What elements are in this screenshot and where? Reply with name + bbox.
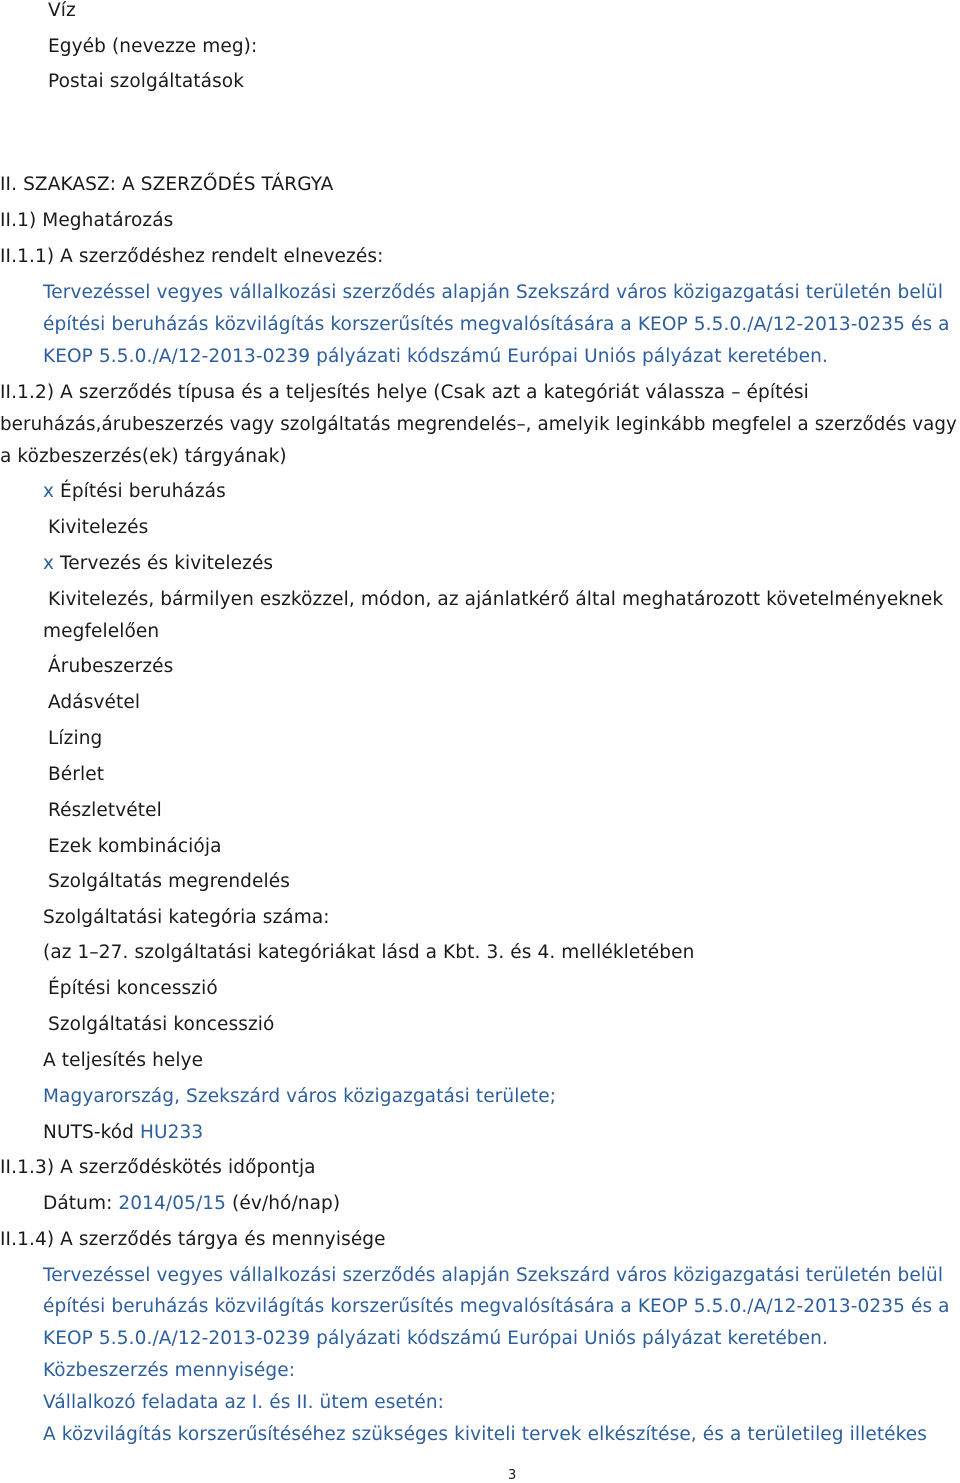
option-works-concession: Építési koncesszió bbox=[48, 978, 218, 999]
date-value: 2014/05/15 bbox=[118, 1193, 227, 1214]
checked-mark-icon: x bbox=[43, 553, 55, 574]
contract-date-heading: II.1.3) A szerződéskötés időpontja bbox=[0, 1157, 316, 1178]
checked-mark-icon: x bbox=[43, 481, 55, 502]
option-label: Tervezés és kivitelezés bbox=[60, 553, 274, 574]
option-service-concession: Szolgáltatási koncesszió bbox=[48, 1014, 275, 1035]
option-supplies: Árubeszerzés bbox=[48, 656, 174, 677]
option-execution-any-means-line-2: megfelelően bbox=[43, 621, 160, 642]
subject-line-3: KEOP 5.5.0./A/12-2013-0239 pályázati kódszámú Európai Uniós pályázat keretében. bbox=[43, 1328, 828, 1349]
subject-line-1: Tervezéssel vegyes vállalkozási szerződés alapján Szekszárd város közigazgatási területén belül bbox=[43, 1265, 944, 1286]
date-format: (év/hó/nap) bbox=[232, 1193, 341, 1214]
option-design-and-execution bbox=[43, 555, 273, 574]
option-services: Szolgáltatás megrendelés bbox=[48, 871, 290, 892]
nuts-code-row bbox=[43, 1124, 203, 1143]
nuts-code-value: HU233 bbox=[140, 1122, 204, 1143]
contract-name-line-1: Tervezéssel vegyes vállalkozási szerződés alapján Szekszárd város közigazgatási területén belül bbox=[43, 282, 944, 303]
contractor-task-text: A közvilágítás korszerűsítéséhez szükséges kiviteli tervek elkészítése, és a területileg illetékes bbox=[43, 1424, 928, 1445]
option-label: Építési beruházás bbox=[60, 481, 226, 502]
option-construction-works bbox=[43, 483, 226, 502]
subsection-heading: II.1) Meghatározás bbox=[0, 210, 174, 231]
contract-name-heading: II.1.1) A szerződéshez rendelt elnevezés: bbox=[0, 246, 384, 267]
option-rental: Bérlet bbox=[48, 764, 105, 785]
contract-name-line-3: KEOP 5.5.0./A/12-2013-0239 pályázati kódszámú Európai Uniós pályázat keretében. bbox=[43, 346, 828, 367]
subject-quantity-heading: II.1.4) A szerződés tárgya és mennyisége bbox=[0, 1229, 386, 1250]
section-heading: II. SZAKASZ: A SZERZŐDÉS TÁRGYA bbox=[0, 174, 334, 195]
service-category-label: Szolgáltatási kategória száma: bbox=[43, 907, 330, 928]
date-label: Dátum: bbox=[43, 1193, 113, 1214]
contract-name-line-2: építési beruházás közvilágítás korszerűsítés megvalósítására a KEOP 5.5.0./A/12-2013-0235 és a bbox=[43, 314, 950, 335]
contract-type-heading-line-2: beruházás,árubeszerzés vagy szolgáltatás megrendelés–, amelyik leginkább megfelel a szerződés vagy bbox=[0, 414, 957, 435]
contract-type-heading-line-3: a közbeszerzés(ek) tárgyának) bbox=[0, 446, 287, 467]
place-of-performance-value: Magyarország, Szekszárd város közigazgatási területe; bbox=[43, 1086, 557, 1107]
contractor-task-label: Vállalkozó feladata az I. és II. ütem esetén: bbox=[43, 1392, 444, 1413]
subject-line-2: építési beruházás közvilágítás korszerűsítés megvalósítására a KEOP 5.5.0./A/12-2013-0235 és a bbox=[43, 1296, 950, 1317]
service-option-postal: Postai szolgáltatások bbox=[48, 71, 245, 92]
option-leasing: Lízing bbox=[48, 728, 103, 749]
contract-type-heading-line-1: II.1.2) A szerződés típusa és a teljesítés helye (Csak azt a kategóriát válassza – építési bbox=[0, 382, 809, 403]
contract-date-row bbox=[43, 1195, 340, 1214]
procurement-quantity-label: Közbeszerzés mennyisége: bbox=[43, 1360, 296, 1381]
service-category-note: (az 1–27. szolgáltatási kategóriákat lásd a Kbt. 3. és 4. mellékletében bbox=[43, 942, 695, 963]
option-purchase: Adásvétel bbox=[48, 692, 141, 713]
option-execution-any-means-line-1: Kivitelezés, bármilyen eszközzel, módon, az ajánlatkérő által meghatározott követelményeknek bbox=[48, 589, 944, 610]
option-execution: Kivitelezés bbox=[48, 517, 149, 538]
option-hire-purchase: Részletvétel bbox=[48, 800, 162, 821]
nuts-code-label: NUTS-kód bbox=[43, 1122, 135, 1143]
place-of-performance-label: A teljesítés helye bbox=[43, 1050, 204, 1071]
service-option-water: Víz bbox=[48, 0, 76, 21]
service-option-other: Egyéb (nevezze meg): bbox=[48, 36, 258, 57]
option-combination: Ezek kombinációja bbox=[48, 836, 222, 857]
page-number: 3 bbox=[508, 1468, 517, 1483]
